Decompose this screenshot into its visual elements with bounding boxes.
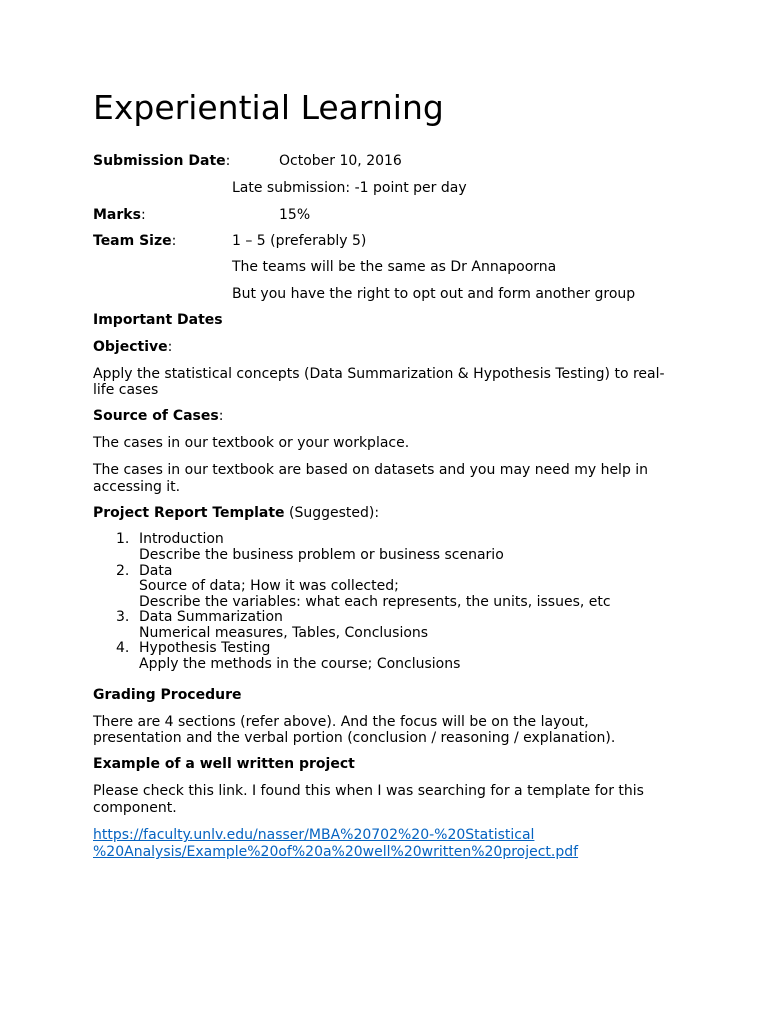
list-item-2-title: Data <box>139 563 173 579</box>
submission-date-value: October 10, 2016 <box>279 153 402 169</box>
example-line-1: Please check this link. I found this when I was searching for a template for this <box>93 783 644 799</box>
list-item-4-number: 4. <box>116 640 130 656</box>
objective-heading-text: Objective <box>93 339 168 355</box>
team-note-1: The teams will be the same as Dr Annapoorna <box>232 259 557 275</box>
important-dates-heading: Important Dates <box>93 312 223 328</box>
objective-heading <box>93 339 172 355</box>
late-submission-note: Late submission: -1 point per day <box>232 180 467 196</box>
team-size-label-text: Team Size <box>93 233 172 249</box>
example-heading: Example of a well written project <box>93 756 355 772</box>
template-heading <box>93 505 379 521</box>
objective-line-2: life cases <box>93 382 159 398</box>
template-heading-text: Project Report Template <box>93 505 285 521</box>
marks-label <box>93 207 146 223</box>
submission-date-label <box>93 153 230 169</box>
list-item-1-number: 1. <box>116 531 130 547</box>
template-heading-suffix: (Suggested): <box>284 505 380 521</box>
objective-line-1: Apply the statistical concepts (Data Summarization & Hypothesis Testing) to real- <box>93 366 665 382</box>
team-size-colon: : <box>171 233 177 249</box>
example-line-2: component. <box>93 800 177 816</box>
marks-colon: : <box>140 207 146 223</box>
source-paragraph-2-line-1: The cases in our textbook are based on datasets and you may need my help in <box>93 462 649 478</box>
submission-date-label-text: Submission Date <box>93 153 226 169</box>
list-item-4-line-1: Apply the methods in the course; Conclusions <box>139 656 461 672</box>
grading-line-2: presentation and the verbal portion (conclusion / reasoning / explanation). <box>93 730 616 746</box>
team-size-label <box>93 233 176 249</box>
page-title: Experiential Learning <box>93 88 444 127</box>
list-item-3-title: Data Summarization <box>139 609 283 625</box>
example-link-line-2[interactable]: %20Analysis/Example%20of%20a%20well%20written%20project.pdf <box>93 844 579 860</box>
marks-label-text: Marks <box>93 207 141 223</box>
source-paragraph-1: The cases in our textbook or your workplace. <box>93 435 410 451</box>
source-heading-text: Source of Cases <box>93 408 219 424</box>
objective-colon: : <box>167 339 173 355</box>
submission-date-colon: : <box>225 153 231 169</box>
marks-value: 15% <box>279 207 311 223</box>
grading-heading: Grading Procedure <box>93 687 242 703</box>
team-size-value: 1 – 5 (preferably 5) <box>232 233 367 249</box>
list-item-3-number: 3. <box>116 609 130 625</box>
list-item-3-line-1: Numerical measures, Tables, Conclusions <box>139 625 429 641</box>
source-colon: : <box>218 408 224 424</box>
source-heading <box>93 408 223 424</box>
list-item-2-number: 2. <box>116 563 130 579</box>
list-item-4-title: Hypothesis Testing <box>139 640 271 656</box>
team-note-2: But you have the right to opt out and form another group <box>232 286 636 302</box>
grading-line-1: There are 4 sections (refer above). And the focus will be on the layout, <box>93 714 589 730</box>
list-item-1-title: Introduction <box>139 531 224 547</box>
list-item-2-line-1: Source of data; How it was collected; <box>139 578 399 594</box>
list-item-1-line-1: Describe the business problem or business scenario <box>139 547 504 563</box>
source-paragraph-2-line-2: accessing it. <box>93 479 181 495</box>
example-link-line-1[interactable]: https://faculty.unlv.edu/nasser/MBA%20702%20-%20Statistical <box>93 827 535 843</box>
list-item-2-line-2: Describe the variables: what each represents, the units, issues, etc <box>139 594 611 610</box>
